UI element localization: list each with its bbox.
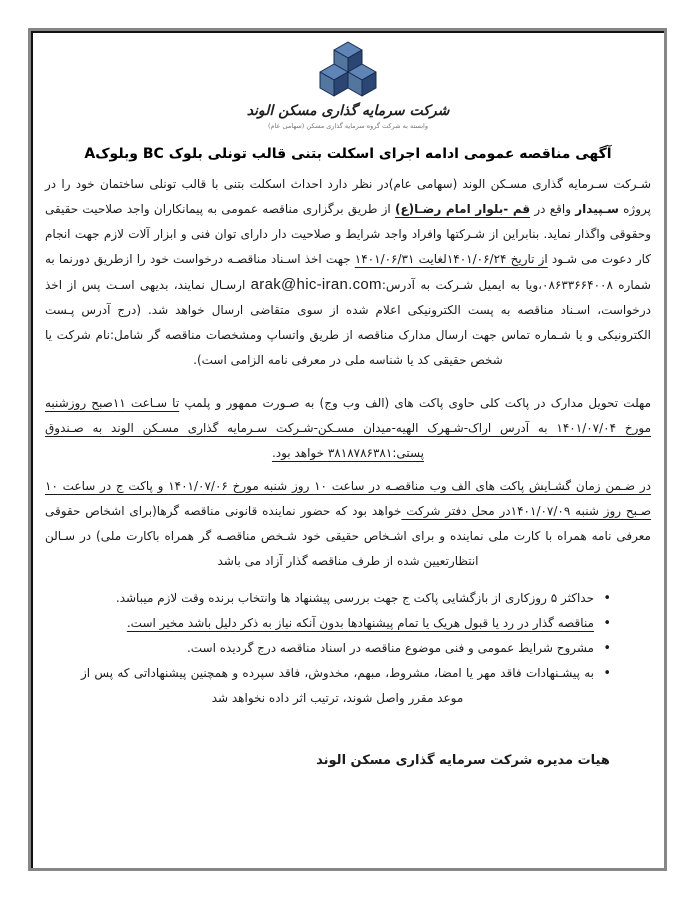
tender-notice-sheet — [28, 28, 667, 871]
term-invalid-proposals: • به پیشـنهادات فاقد مهر یا امضا، مشروط، مبهم، مخدوش، فاقد سپرده و همچنین پیشنهاداتی که پس از موعد مقرر واصل شوند، ترتیب اثر داده نخواهد شد — [81, 661, 611, 711]
term-reject-accept-right: • مناقصه گذار در رد یا قبول هریک یا تمام پیشنهادها بدون آنکه نیاز به ذکر دلیل باشد مخیر است. — [81, 611, 611, 636]
envelope-opening-paragraph: در ضـمن زمان گشـایش پاکت های الف وب مناقصـه در ساعت ۱۰ روز شنبه مورخ ۱۴۰۱/۰۷/۰۶ و پاکت ج در ساعت ۱۰ صـبح روز شنبه ۱۴۰۱/۰۷/۰۹در محل دفتر شرکت خواهد بود که حضور نماینده قانونی مناقصه گرها(برای اشخاص حقوقی معرفی نامه همراه با کارت ملی نماینده و برای اشـخاص حقیقی خود شـخص مناقصـه گر همراه باکارت ملی) در سـالن انتظارتعیین شده از طرف مناقصه گذار آزاد می باشد — [45, 479, 652, 568]
bullet-icon: • — [603, 616, 611, 631]
logo-company-name: شرکت سرمایه گذاری مسکن الوند — [246, 103, 450, 119]
logo-subtitle: وابسته به شرکت گروه سرمایه گذاری مسکن (سهامی عام) — [268, 122, 428, 130]
bullet-icon: • — [603, 666, 611, 681]
terms-list — [45, 586, 651, 711]
bullet-icon: • — [603, 641, 611, 656]
submission-deadline-paragraph: مهلت تحویل مدارک در پاکت کلی حاوی پاکت های (الف وب وج) به صـورت ممهور و پلمپ تا سـاعت ۱۱صبح روزشنبه مورخ ۱۴۰۱/۰۷/۰۴ به آدرس اراک-شـهرک الهیه-میدان مسـکن-شـرکت سـرمایه گذاری مسـکن الوند به صـندوق پستی:۳۸۱۸۷۸۶۳۸۱ خواهد بود. — [45, 396, 652, 460]
signature-line: هیات مدیره شرکت سرمایه گذاری مسکن الوند — [316, 753, 610, 768]
term-conditions-in-documents: • مشروح شرایط عمومی و فنی موضوع مناقصه در اسناد مناقصه درج گردیده است. — [81, 636, 611, 661]
company-logo — [45, 41, 651, 130]
logo-cubes-icon — [309, 41, 387, 101]
term-review-period: • حداکثر ۵ روزکاری از بازگشایی پاکت ج جهت بررسی پیشنهاد ها وانتخاب برنده وقت لازم میباشد. — [81, 586, 611, 611]
notice-title: آگهی مناقصه عمومی ادامه اجرای اسکلت بتنی قالب تونلی بلوک BC وبلوکA — [84, 146, 612, 162]
intro-paragraph: شـرکت سـرمایه گذاری مسـکن الوند (سهامی عام)در نظر دارد احداث اسکلت بتنی با قالب تونلی ساختمان خود را در پروژه سـپیدار واقع در قم -بلوار امام رضـا(ع) از طریق برگزاری مناقصه عمومی به پیمانکاران واجد صلاحیت حقیقی وحقوقی واگذار نماید. بنابراین از شـرکتها وافراد واجد شرایط و صلاحیت دار دارای توان فنی و ابزار آلات لازم جهت انجام کار دعوت می شـود از تاریخ ۱۴۰۱/۰۶/۲۴لغایت ۱۴۰۱/۰۶/۳۱ جهت اخذ اسـناد مناقصـه درخواست خود را ازطریق دورنما به شماره ۰۸۶۳۳۶۶۴۰۰۸،ویا به ایمیل شـرکت به آدرس:arak@hic-iran.com ارسـال نمایند، بدیهی اسـت پس از اخذ درخواست، اسـناد مناقصه به پست الکترونیکی اعلام شده از سوی متقاضی ارسال خواهد شد. (درج آدرس پـست الکترونیکی و یا شـماره تماس جهت ارسال مدارک مناقصه از طریق واتساپ ومشخصات مناقصه گر شامل:نام شرکت یا شخص حقیقی کد یا شناسه ملی در معرفی نامه الزامی است). — [45, 177, 652, 367]
bullet-icon: • — [603, 591, 611, 606]
